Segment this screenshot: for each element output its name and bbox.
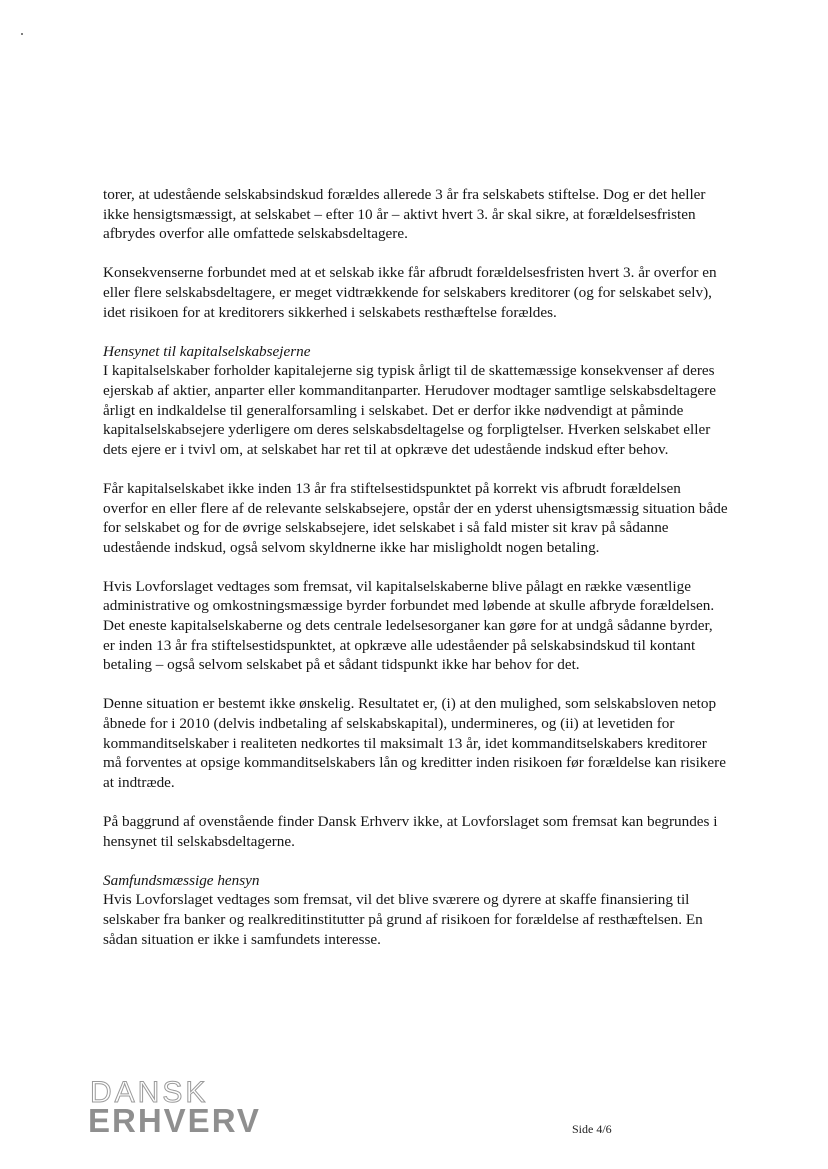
paragraph-6: Denne situation er bestemt ikke ønskelig. Resultatet er, (i) at den mulighed, som selskabsloven netop åbnede for i 2010 (delvis indbetaling af selskabskapital), undermineres, og (ii) at levetiden for kommanditselskaber i realiteten nedkortes til maksimalt 13 år, idet kommanditselskabers kreditorer må forventes at opsige kommanditselskabers lån og kreditter inden risikoen før forældelse kan risikere at indtræde. <box>103 695 726 791</box>
scan-speck <box>21 33 23 35</box>
section-samfundsmaessige <box>103 871 728 949</box>
paragraph-5: Hvis Lovforslaget vedtages som fremsat, vil kapitalselskaberne blive pålagt en række væsentlige administrative og omkostningsmæssige byrder forbundet med løbende at skulle afbryde forældelsen. Det eneste kapitalselskaberne og dets centrale ledelsesorganer kan gøre for at undgå sådanne byrder, er inden 13 år fra stiftelsestidspunktet, at opkræve alle udeståender på selskabsindskud til kontant betaling – også selvom selskabet på et sådant tidspunkt ikke har behov for det. <box>103 577 715 674</box>
paragraph-2: Konsekvenserne forbundet med at et selskab ikke får afbrudt forældelsesfristen hvert 3. år overfor en eller flere selskabsdeltagere, er meget vidtrækkende for selskabers kreditorer (og for selskabet selv), idet risikoen for at kreditorers sikkerhed i selskabets resthæftelse forældes. <box>103 264 717 321</box>
section-heading: Samfundsmæssige hensyn <box>103 871 260 889</box>
paragraph-7: På baggrund af ovenstående finder Dansk Erhverv ikke, at Lovforslaget som fremsat kan begrundes i hensynet til selskabsdeltagerne. <box>103 813 718 850</box>
logo-line-erhverv: ERHVERV <box>88 1102 261 1139</box>
section-kapitalselskabsejerne <box>103 342 728 460</box>
paragraph-1: torer, at udestående selskabsindskud forældes allerede 3 år fra selskabets stiftelse. Dog er det heller ikke hensigtsmæssigt, at selskabet – efter 10 år – aktivt hvert 3. år skal sikre, at forældelsesfristen afbrydes overfor alle omfattede selskabsdeltagere. <box>103 186 706 243</box>
dansk-erhverv-logo <box>90 1078 260 1138</box>
paragraph-4: Får kapitalselskabet ikke inden 13 år fra stiftelsestidspunktet på korrekt vis afbrudt forældelsen overfor en eller flere af de relevante selskabsejere, opstår der en yderst uhensigtsmæssig situation både for selskabet og for de øvrige selskabsejere, idet selskabet i så fald mister sit krav på sådanne udestående indskud, også selvom skyldnerne ikke har misligholdt nogen betaling. <box>103 479 728 556</box>
paragraph-8: Hvis Lovforslaget vedtages som fremsat, vil det blive sværere og dyrere at skaffe finansiering til selskaber fra banker og realkreditinstitutter på grund af risikoen for forældelse af resthæftelsen. En sådan situation er ikke i samfundets interesse. <box>103 891 703 948</box>
logo-line-dansk: DANSK <box>90 1076 209 1109</box>
paragraph-3: I kapitalselskaber forholder kapitalejerne sig typisk årligt til de skattemæssige konsekvenser af deres ejerskab af aktier, anparter eller kommanditanparter. Herudover modtager samtlige selskabsdeltagere årligt en indkaldelse til generalforsamling i selskabet. Det er derfor ikke nødvendigt at påminde kapitalselskabsejere yderligere om deres selskabsdeltagelse og forpligtelser. Hverken selskabet eller dets ejere er i tvivl om, at selskabet har ret til at opkræve det udestående indskud efter behov. <box>103 362 716 458</box>
section-heading: Hensynet til kapitalselskabsejerne <box>103 342 311 360</box>
body-text <box>103 185 728 969</box>
page-number: Side 4/6 <box>572 1122 612 1136</box>
